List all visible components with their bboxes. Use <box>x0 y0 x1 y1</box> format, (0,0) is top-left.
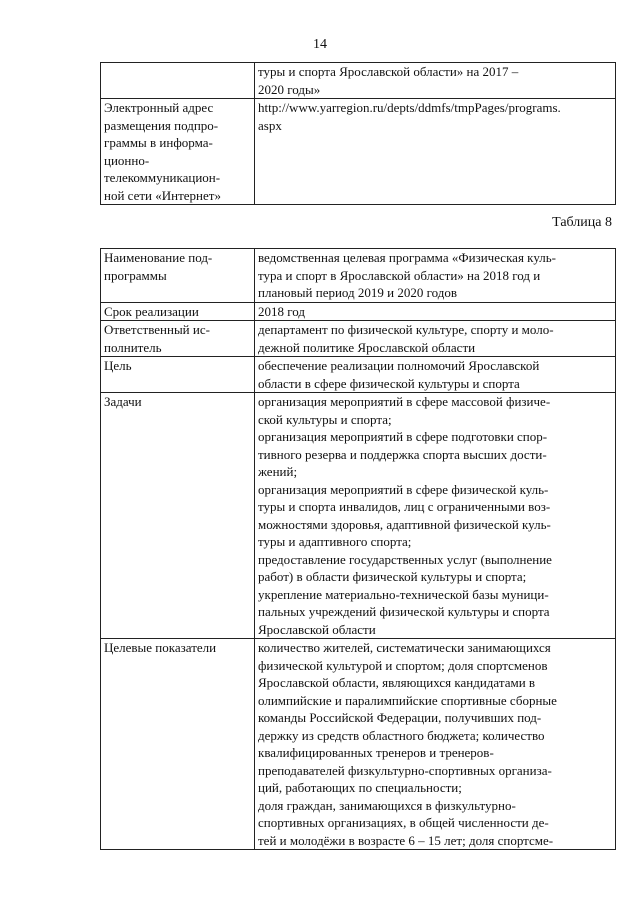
row-label-cell <box>101 393 255 639</box>
value-line: держку из средств областного бюджета; количество <box>258 727 545 743</box>
value-line: команды Российской Федерации, получивших под- <box>258 710 542 725</box>
value-line: можностями здоровья, адаптивной физической куль- <box>258 516 551 532</box>
value-line: http://www.yarregion.ru/depts/ddmfs/tmpPages/programs. <box>258 100 561 115</box>
value-line: департамент по физической культуре, спорту и моло- <box>258 322 554 337</box>
value-line: преподавателей физкультурно-спортивных организа- <box>258 762 552 778</box>
row-value-cell <box>255 63 616 99</box>
row-label-cell <box>101 63 255 99</box>
label-line: телекоммуникацион- <box>104 170 221 185</box>
row-value-cell <box>255 393 616 639</box>
table-row <box>101 63 616 99</box>
value-line: области в сфере физической культуры и спорта <box>258 375 520 391</box>
row-label-cell <box>101 99 255 205</box>
value-line: укрепление материально-технической базы муници- <box>258 586 549 602</box>
value-line: обеспечение реализации полномочий Ярославской <box>258 358 540 373</box>
value-line: 2020 годы» <box>258 81 321 97</box>
value-line: олимпийские и паралимпийские спортивные сборные <box>258 692 557 708</box>
label-line: ной сети «Интернет» <box>104 187 221 203</box>
table-row <box>101 357 616 393</box>
table-row <box>101 639 616 850</box>
page-number: 14 <box>313 37 327 52</box>
value-line: количество жителей, систематически занимающихся <box>258 640 551 655</box>
table-row <box>101 99 616 205</box>
value-line: плановый период 2019 и 2020 годов <box>258 285 458 300</box>
label-line: Задачи <box>104 394 142 409</box>
value-line: aspx <box>258 117 282 133</box>
value-line: спортивных организациях, в общей численности де- <box>258 815 549 830</box>
value-line: предоставление государственных услуг (выполнение <box>258 551 552 567</box>
row-value-cell <box>255 639 616 850</box>
value-line: пальных учреждений физической культуры и спорта <box>258 604 550 619</box>
value-line: жений; <box>258 464 298 479</box>
row-value-cell <box>255 99 616 205</box>
row-label-cell <box>101 357 255 393</box>
row-label-cell <box>101 321 255 357</box>
label-line: Электронный адрес <box>104 100 214 115</box>
value-line: ведомственная целевая программа «Физическая куль- <box>258 250 556 265</box>
value-line: дежной политике Ярославской области <box>258 339 476 355</box>
value-line: 2018 год <box>258 303 305 319</box>
label-line: ционно- <box>104 152 150 168</box>
row-value-cell <box>255 321 616 357</box>
value-line: туры и спорта инвалидов, лиц с ограниченными воз- <box>258 499 551 514</box>
table-row <box>101 249 616 303</box>
label-line: Ответственный ис- <box>104 322 210 337</box>
label-line: программы <box>104 267 167 283</box>
value-line: доля граждан, занимающихся в физкультурно- <box>258 797 516 813</box>
row-label-cell <box>101 249 255 303</box>
label-line: граммы в информа- <box>104 135 213 150</box>
label-line: полнитель <box>104 339 162 355</box>
value-line: организация мероприятий в сфере массовой физиче- <box>258 394 551 409</box>
subprogram-passport-table <box>100 248 616 850</box>
row-label-cell <box>101 639 255 850</box>
value-line: квалифицированных тренеров и тренеров- <box>258 745 494 760</box>
row-value-cell <box>255 249 616 303</box>
table-row <box>101 393 616 639</box>
row-value-cell <box>255 357 616 393</box>
value-line: организация мероприятий в сфере подготовки спор- <box>258 429 548 444</box>
label-line: размещения подпро- <box>104 117 219 133</box>
row-value-cell <box>255 302 616 321</box>
table-row <box>101 302 616 321</box>
label-line: Целевые показатели <box>104 640 217 655</box>
value-line: туры и спорта Ярославской области» на 2017 – <box>258 64 519 79</box>
value-line: организация мероприятий в сфере физической куль- <box>258 481 549 497</box>
value-line: ской культуры и спорта; <box>258 411 392 427</box>
value-line: физической культурой и спортом; доля спортсменов <box>258 657 548 673</box>
continued-table <box>100 62 616 205</box>
row-label-cell <box>101 302 255 321</box>
label-line: Цель <box>104 358 132 373</box>
value-line: работ) в области физической культуры и спорта; <box>258 569 527 584</box>
value-line: ций, работающих по специальности; <box>258 780 462 795</box>
value-line: Ярославской области, являющихся кандидатами в <box>258 675 536 690</box>
label-line: Срок реализации <box>104 303 199 319</box>
value-line: Ярославской области <box>258 621 376 637</box>
value-line: тей и молодёжи в возрасте 6 – 15 лет; доля спортсме- <box>258 832 554 848</box>
table-caption: Таблица 8 <box>552 215 612 230</box>
label-line: Наименование под- <box>104 250 213 265</box>
value-line: тивного резерва и поддержка спорта высших дости- <box>258 446 547 462</box>
value-line: туры и адаптивного спорта; <box>258 534 412 549</box>
table-row <box>101 321 616 357</box>
value-line: тура и спорт в Ярославской области» на 2018 год и <box>258 267 541 283</box>
